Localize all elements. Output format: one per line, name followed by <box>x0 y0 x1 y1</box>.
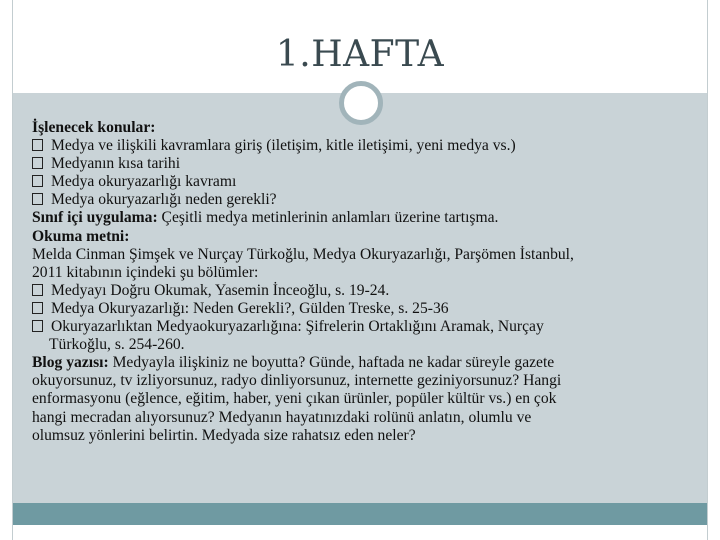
checkbox-bullet-icon <box>32 139 43 151</box>
checkbox-bullet-icon <box>32 193 43 205</box>
classwork-text: Çeşitli medya metinlerinin anlamları üzerine tartışma. <box>157 209 499 227</box>
topic-item: Medya okuryazarlığı neden gerekli? <box>32 191 692 209</box>
checkbox-bullet-icon <box>32 320 43 332</box>
reading-heading: Okuma metni: <box>32 227 130 245</box>
slide-body <box>32 119 692 445</box>
checkbox-bullet-icon <box>32 157 43 169</box>
blog-line: hangi mecradan alıyorsunuz? Medyanın hayatınızdaki rolünü anlatın, olumlu ve <box>32 408 532 426</box>
classwork-label: Sınıf içi uygulama: <box>32 209 158 227</box>
topic-item: Medya okuryazarlığı kavramı <box>32 173 692 191</box>
checkbox-bullet-icon <box>32 284 43 296</box>
classwork-line <box>32 209 692 227</box>
topic-item: Medyanın kısa tarihi <box>32 155 692 173</box>
checkbox-bullet-icon <box>32 302 43 314</box>
checkbox-bullet-icon <box>32 175 43 187</box>
bottom-accent-bar <box>13 503 707 525</box>
reading-item: Okuryazarlıktan Medyaokuryazarlığına: Şifrelerin Ortaklığını Aramak, Nurçay <box>32 318 692 336</box>
slide-title: 1.HAFTA <box>275 34 445 75</box>
reading-source-line: Melda Cinman Şimşek ve Nurçay Türkoğlu, Medya Okuryazarlığı, Parşömen İstanbul, <box>32 245 574 263</box>
reading-item: Medya Okuryazarlığı: Neden Gerekli?, Gülden Treske, s. 25-36 <box>32 300 692 318</box>
blog-line: enformasyonu (eğlence, eğitim, haber, yeni çıkan ürünler, popüler kültür vs.) en çok <box>32 390 557 408</box>
reading-item: Medyayı Doğru Okumak, Yasemin İnceoğlu, s. 19-24. <box>32 282 692 300</box>
topics-heading: İşlenecek konular: <box>32 119 156 136</box>
blog-line: okuyorsunuz, tv izliyorsunuz, radyo dinliyorsunuz, internette geziniyorsunuz? Hangi <box>32 372 562 390</box>
blog-line: olumsuz yönlerini belirtin. Medyada size rahatsız eden neler? <box>32 426 416 444</box>
blog-label: Blog yazısı: <box>32 354 109 372</box>
blog-line: Blog yazısı: Medyayla ilişkiniz ne boyutta? Günde, haftada ne kadar süreyle gazete <box>32 354 555 372</box>
reading-source-line: 2011 kitabının içindeki şu bölümler: <box>32 263 259 281</box>
topic-item: Medya ve ilişkili kavramlara giriş (iletişim, kitle iletişimi, yeni medya vs.) <box>32 137 692 155</box>
reading-item-continuation: Türkoğlu, s. 254-260. <box>49 336 185 354</box>
